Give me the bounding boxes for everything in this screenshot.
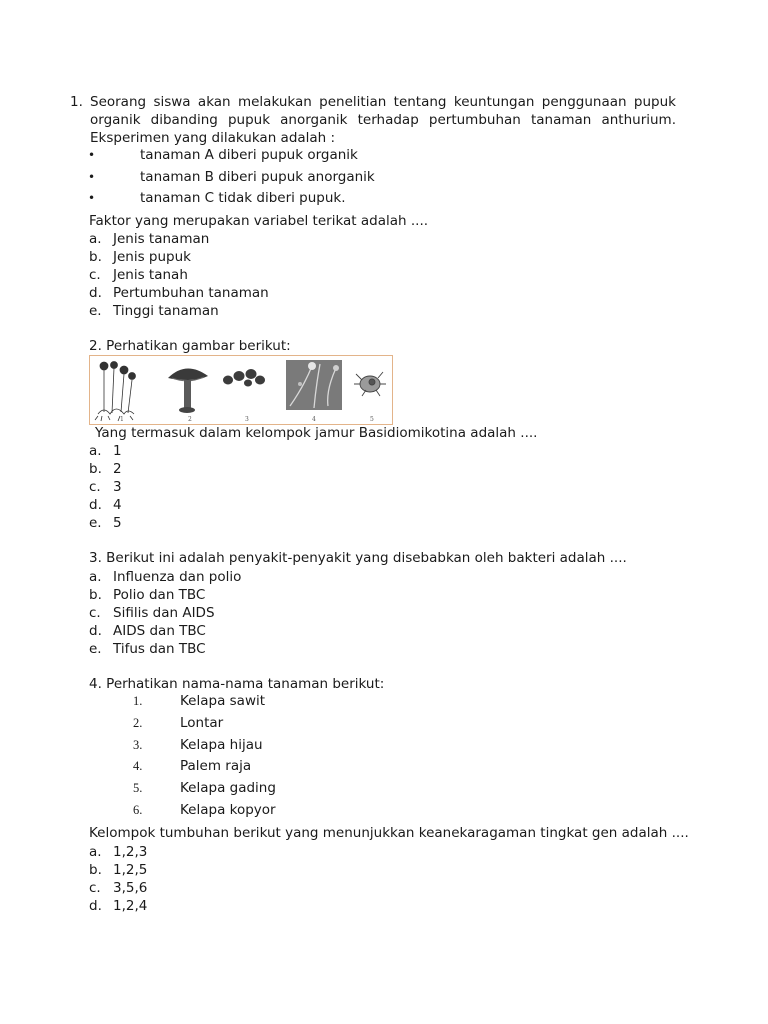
question-4-question: Kelompok tumbuhan berikut yang menunjukkan keanekaragaman tingkat gen adalah .... — [89, 825, 689, 841]
option-b[interactable]: b. 2 — [89, 461, 122, 477]
option-e[interactable]: e. 5 — [89, 515, 122, 531]
option-c[interactable]: c. Sifilis dan AIDS — [89, 605, 215, 621]
option-e[interactable]: e. Tinggi tanaman — [89, 303, 219, 319]
option-b[interactable]: b. Jenis pupuk — [89, 249, 191, 265]
question-1-line-3: Eksperimen yang dilakukan adalah : — [90, 130, 336, 146]
option-c[interactable]: c. 3,5,6 — [89, 880, 148, 896]
question-1-stem: Faktor yang merupakan variabel terikat adalah .... — [89, 213, 429, 229]
question-3-stem: 3. Berikut ini adalah penyakit-penyakit yang disebabkan oleh bakteri adalah .... — [89, 550, 627, 566]
question-2-options — [89, 442, 122, 532]
figure-label-4: 4 — [312, 416, 316, 423]
list-item: 4. Palem raja — [133, 758, 252, 775]
question-3-options — [89, 568, 241, 658]
option-d[interactable]: d. Pertumbuhan tanaman — [89, 285, 269, 301]
plant-list — [133, 692, 276, 823]
question-2-question: Yang termasuk dalam kelompok jamur Basidiomikotina adalah .... — [95, 425, 538, 441]
option-c[interactable]: c. Jenis tanah — [89, 267, 188, 283]
worksheet-page: 1. Seorang siswa akan melakukan penelitian tentang keuntungan penggunaan pupuk organik dibanding pupuk anorganik terhadap pertumbuhan tanaman anthurium. Eksperimen yang dilakukan adalah : • tanaman A diberi pupuk organik • tanaman B diberi pupuk anorganik • tanaman C tidak diberi pupuk. Faktor yang merupakan variabel terikat adalah .... a. Jenis tanaman b. Jenis pupuk c. Jenis tanah d. Pertumbuhan tanaman e. Tinggi tanaman 2. Perhatikan gambar berikut: 1 2 3 4 5 Yang termasuk dalam kelompok jamur Basidiomikotina adalah .... a. 1 b. 2 c. 3 d. 4 e. 5 3. Berikut ini adalah penyakit-penyakit yang disebabkan oleh bakteri adalah .... a. Influenza dan polio b. Polio dan TBC c. Sifilis dan AIDS d. AIDS dan TBC e. Tifus dan TBC 4. Perhatikan nama-nama tanaman berikut: 1. Kelapa sawit 2. Lontar 3. Kelapa hijau 4. Palem raja 5. Kelapa gading 6. Kelapa kopyor Kelompok tumbuhan berikut yang menunjukkan keanekaragaman tingkat gen adalah .... a. 1,2,3 b. 1,2,5 c. 3,5,6 d. 1,2,4 — [70, 94, 689, 914]
bullet-icon: • — [88, 148, 96, 162]
figure-label-2: 2 — [188, 416, 192, 423]
figure-label-1: 1 — [120, 416, 124, 423]
option-a[interactable]: a. 1 — [89, 443, 122, 459]
option-c[interactable]: c. 3 — [89, 479, 122, 495]
option-a[interactable]: a. Jenis tanaman — [89, 231, 210, 247]
fungus-5-illustration — [354, 372, 386, 396]
list-item: 5. Kelapa gading — [133, 780, 276, 797]
question-2-stem: 2. Perhatikan gambar berikut: — [89, 338, 291, 354]
question-4-options — [89, 843, 147, 915]
option-d[interactable]: d. AIDS dan TBC — [89, 623, 206, 639]
option-a[interactable]: a. Influenza dan polio — [89, 569, 242, 585]
option-d[interactable]: d. 4 — [89, 497, 122, 513]
figure-label-3: 3 — [245, 416, 249, 423]
question-1-number: 1. — [70, 94, 83, 110]
question-1-line-2: organik dibanding pupuk anorganik terhadap pertumbuhan tanaman anthurium. — [90, 112, 676, 128]
list-item: 6. Kelapa kopyor — [133, 801, 276, 818]
question-1-line-1: Seorang siswa akan melakukan penelitian tentang keuntungan penggunaan pupuk — [90, 94, 676, 110]
fungi-illustration — [90, 356, 392, 424]
option-d[interactable]: d. 1,2,4 — [89, 898, 148, 914]
question-4-stem: 4. Perhatikan nama-nama tanaman berikut: — [89, 676, 385, 692]
question-1 — [70, 93, 676, 147]
list-item: 1. Kelapa sawit — [133, 693, 266, 709]
option-a[interactable]: a. 1,2,3 — [89, 844, 148, 860]
fungus-3-illustration — [223, 369, 265, 387]
question-1-options — [89, 230, 269, 320]
figure-label-5: 5 — [370, 416, 374, 423]
list-item: 2. Lontar — [133, 714, 224, 731]
bullet-icon: • — [88, 191, 96, 206]
option-e[interactable]: e. Tifus dan TBC — [89, 641, 206, 657]
fungi-figure — [89, 355, 393, 425]
fungus-1-illustration — [95, 362, 136, 422]
option-b[interactable]: b. 1,2,5 — [89, 862, 148, 878]
option-b[interactable]: b. Polio dan TBC — [89, 587, 206, 603]
list-item: 3. Kelapa hijau — [133, 736, 263, 753]
fungus-4-illustration — [286, 360, 342, 410]
bullet-icon: • — [88, 169, 96, 184]
fungus-2-illustration — [168, 368, 208, 413]
